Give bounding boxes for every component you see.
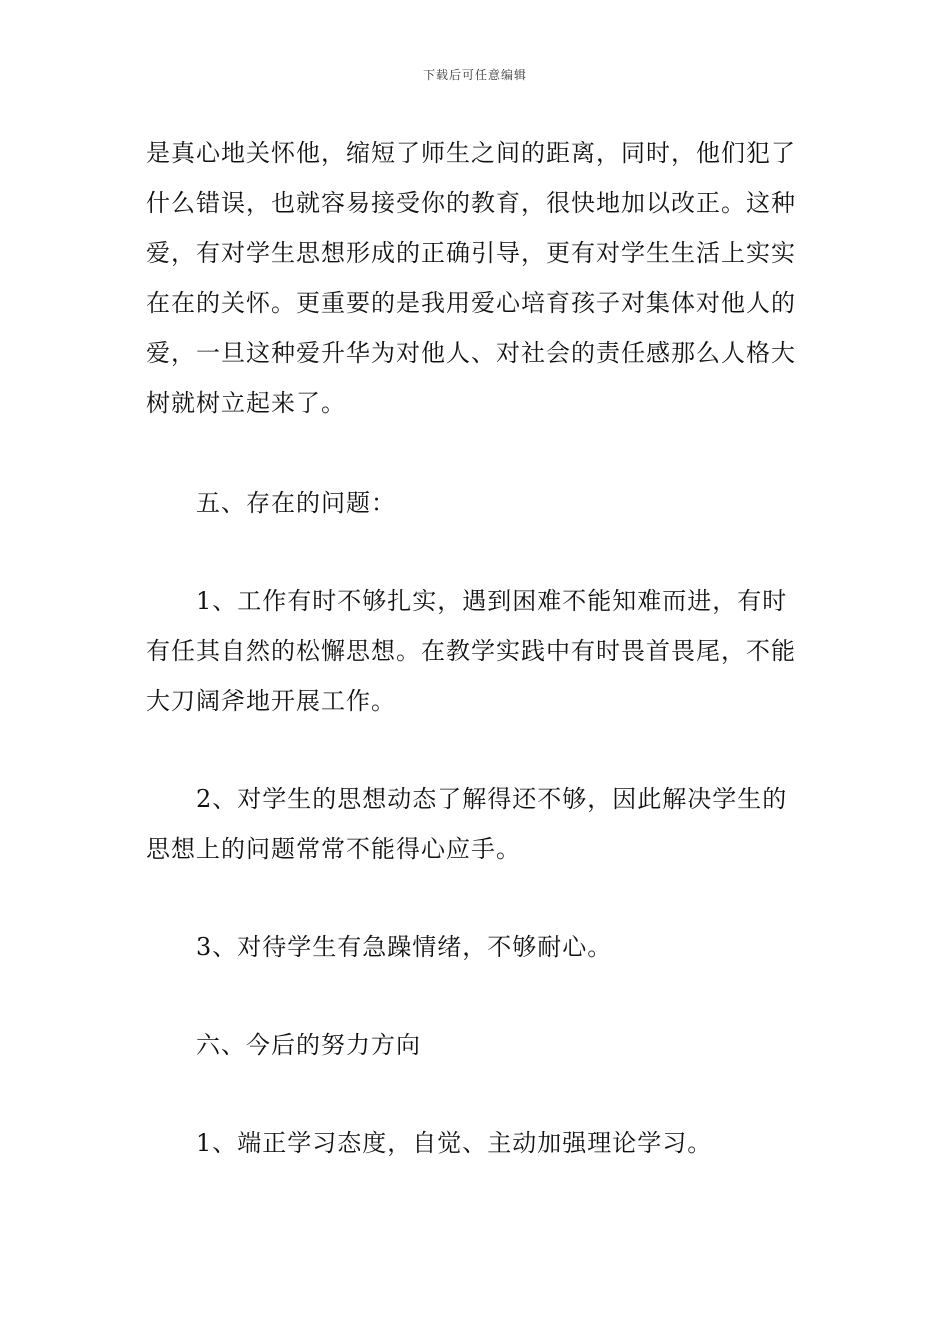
section-six-item-1: 1、端正学习态度，自觉、主动加强理论学习。 <box>196 1129 713 1157</box>
section-five-item-1: 1、工作有时不够扎实，遇到困难不能知难而进，有时有任其自然的松懈思想。在教学实践中有时畏首畏尾，不能大刀阔斧地开展工作。 <box>146 587 796 715</box>
section-six-title: 六、今后的努力方向 <box>196 1031 421 1059</box>
section-five-item-3: 3、对待学生有急躁情绪，不够耐心。 <box>196 933 613 961</box>
section-five-item-2: 2、对学生的思想动态了解得还不够，因此解决学生的思想上的问题常常不能得心应手。 <box>146 785 788 863</box>
header-note: 下载后可任意编辑 <box>422 68 527 82</box>
section-five-title: 五、存在的问题： <box>196 489 396 517</box>
document-body <box>146 128 808 1168</box>
paragraph-continuation: 是真心地关怀他，缩短了师生之间的距离，同时，他们犯了什么错误，也就容易接受你的教育，很快地加以改正。这种爱，有对学生思想形成的正确引导，更有对学生生活上实实在在的关怀。更重要的是我用爱心培育孩子对集体对他人的爱，一旦这种爱升华为对他人、对社会的责任感那么人格大树就树立起来了。 <box>146 139 796 417</box>
